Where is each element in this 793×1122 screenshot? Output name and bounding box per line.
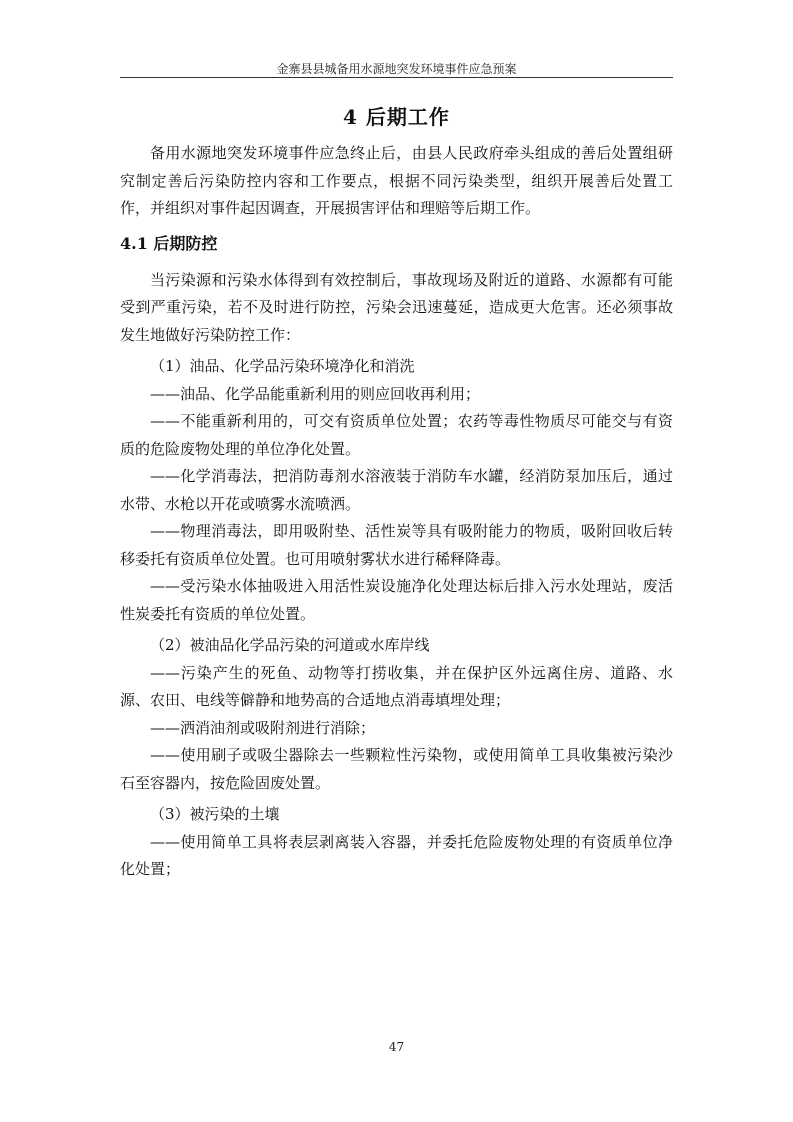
subsection-intro: 当污染源和污染水体得到有效控制后，事故现场及附近的道路、水源都有可能受到严重污染，若不及时进行防控，污染会迅速蔓延，造成更大危害。还必须事故发生地做好污染防控工作： [120, 270, 673, 344]
item-1-line: ——化学消毒法，把消防毒剂水溶液装于消防车水罐，经消防泵加压后，通过水带、水枪以开花或喷雾水流喷洒。 [120, 467, 673, 513]
page-number: 47 [388, 1040, 405, 1054]
item-3-title: （3）被污染的土壤 [150, 805, 280, 823]
item-2-line: ——使用刷子或吸尘器除去一些颗粒性污染物，或使用简单工具收集被污染沙石至容器内，按危险固废处置。 [120, 746, 673, 792]
section-intro: 备用水源地突发环境事件应急终止后，由县人民政府牵头组成的善后处置组研究制定善后污染防控内容和工作要点，根据不同污染类型，组织开展善后处置工作，并组织对事件起因调查，开展损害评估和理赔等后期工作。 [120, 144, 673, 217]
item-2-line: ——洒消油剂或吸附剂进行消除； [150, 718, 376, 737]
item-1-line: ——受污染水体抽吸进入用活性炭设施净化处理达标后排入污水处理站，废活性炭委托有资质的单位处置。 [120, 577, 673, 623]
item-1-title: （1）油品、化学品污染环境净化和消洗 [150, 357, 415, 375]
section-heading: 4 后期工作 [343, 105, 450, 129]
item-2-line: ——污染产生的死鱼、动物等打捞收集，并在保护区外远离住房、道路、水源、农田、电线等僻静和地势高的合适地点消毒填埋处理； [120, 663, 673, 709]
header-divider [120, 77, 673, 78]
item-1-line: ——不能重新利用的，可交有资质单位处置；农药等毒性物质尽可能交与有资质的危险废物处理的单位净化处置。 [120, 412, 673, 458]
subsection-heading: 4.1 后期防控 [120, 233, 218, 253]
item-1-line: ——物理消毒法，即用吸附垫、活性炭等具有吸附能力的物质，吸附回收后转移委托有资质单位处置。也可用喷射雾状水进行稀释降毒。 [120, 522, 673, 568]
page-body [120, 102, 673, 884]
running-header: 金寨县县城备用水源地突发环境事件应急预案 [276, 62, 517, 76]
item-2-title: （2）被油品化学品污染的河道或水库岸线 [150, 636, 430, 654]
item-1-line: ——油品、化学品能重新利用的则应回收再利用； [150, 384, 481, 403]
item-3-line: ——使用简单工具将表层剥离装入容器，并委托危险废物处理的有资质单位净化处置； [120, 832, 673, 878]
